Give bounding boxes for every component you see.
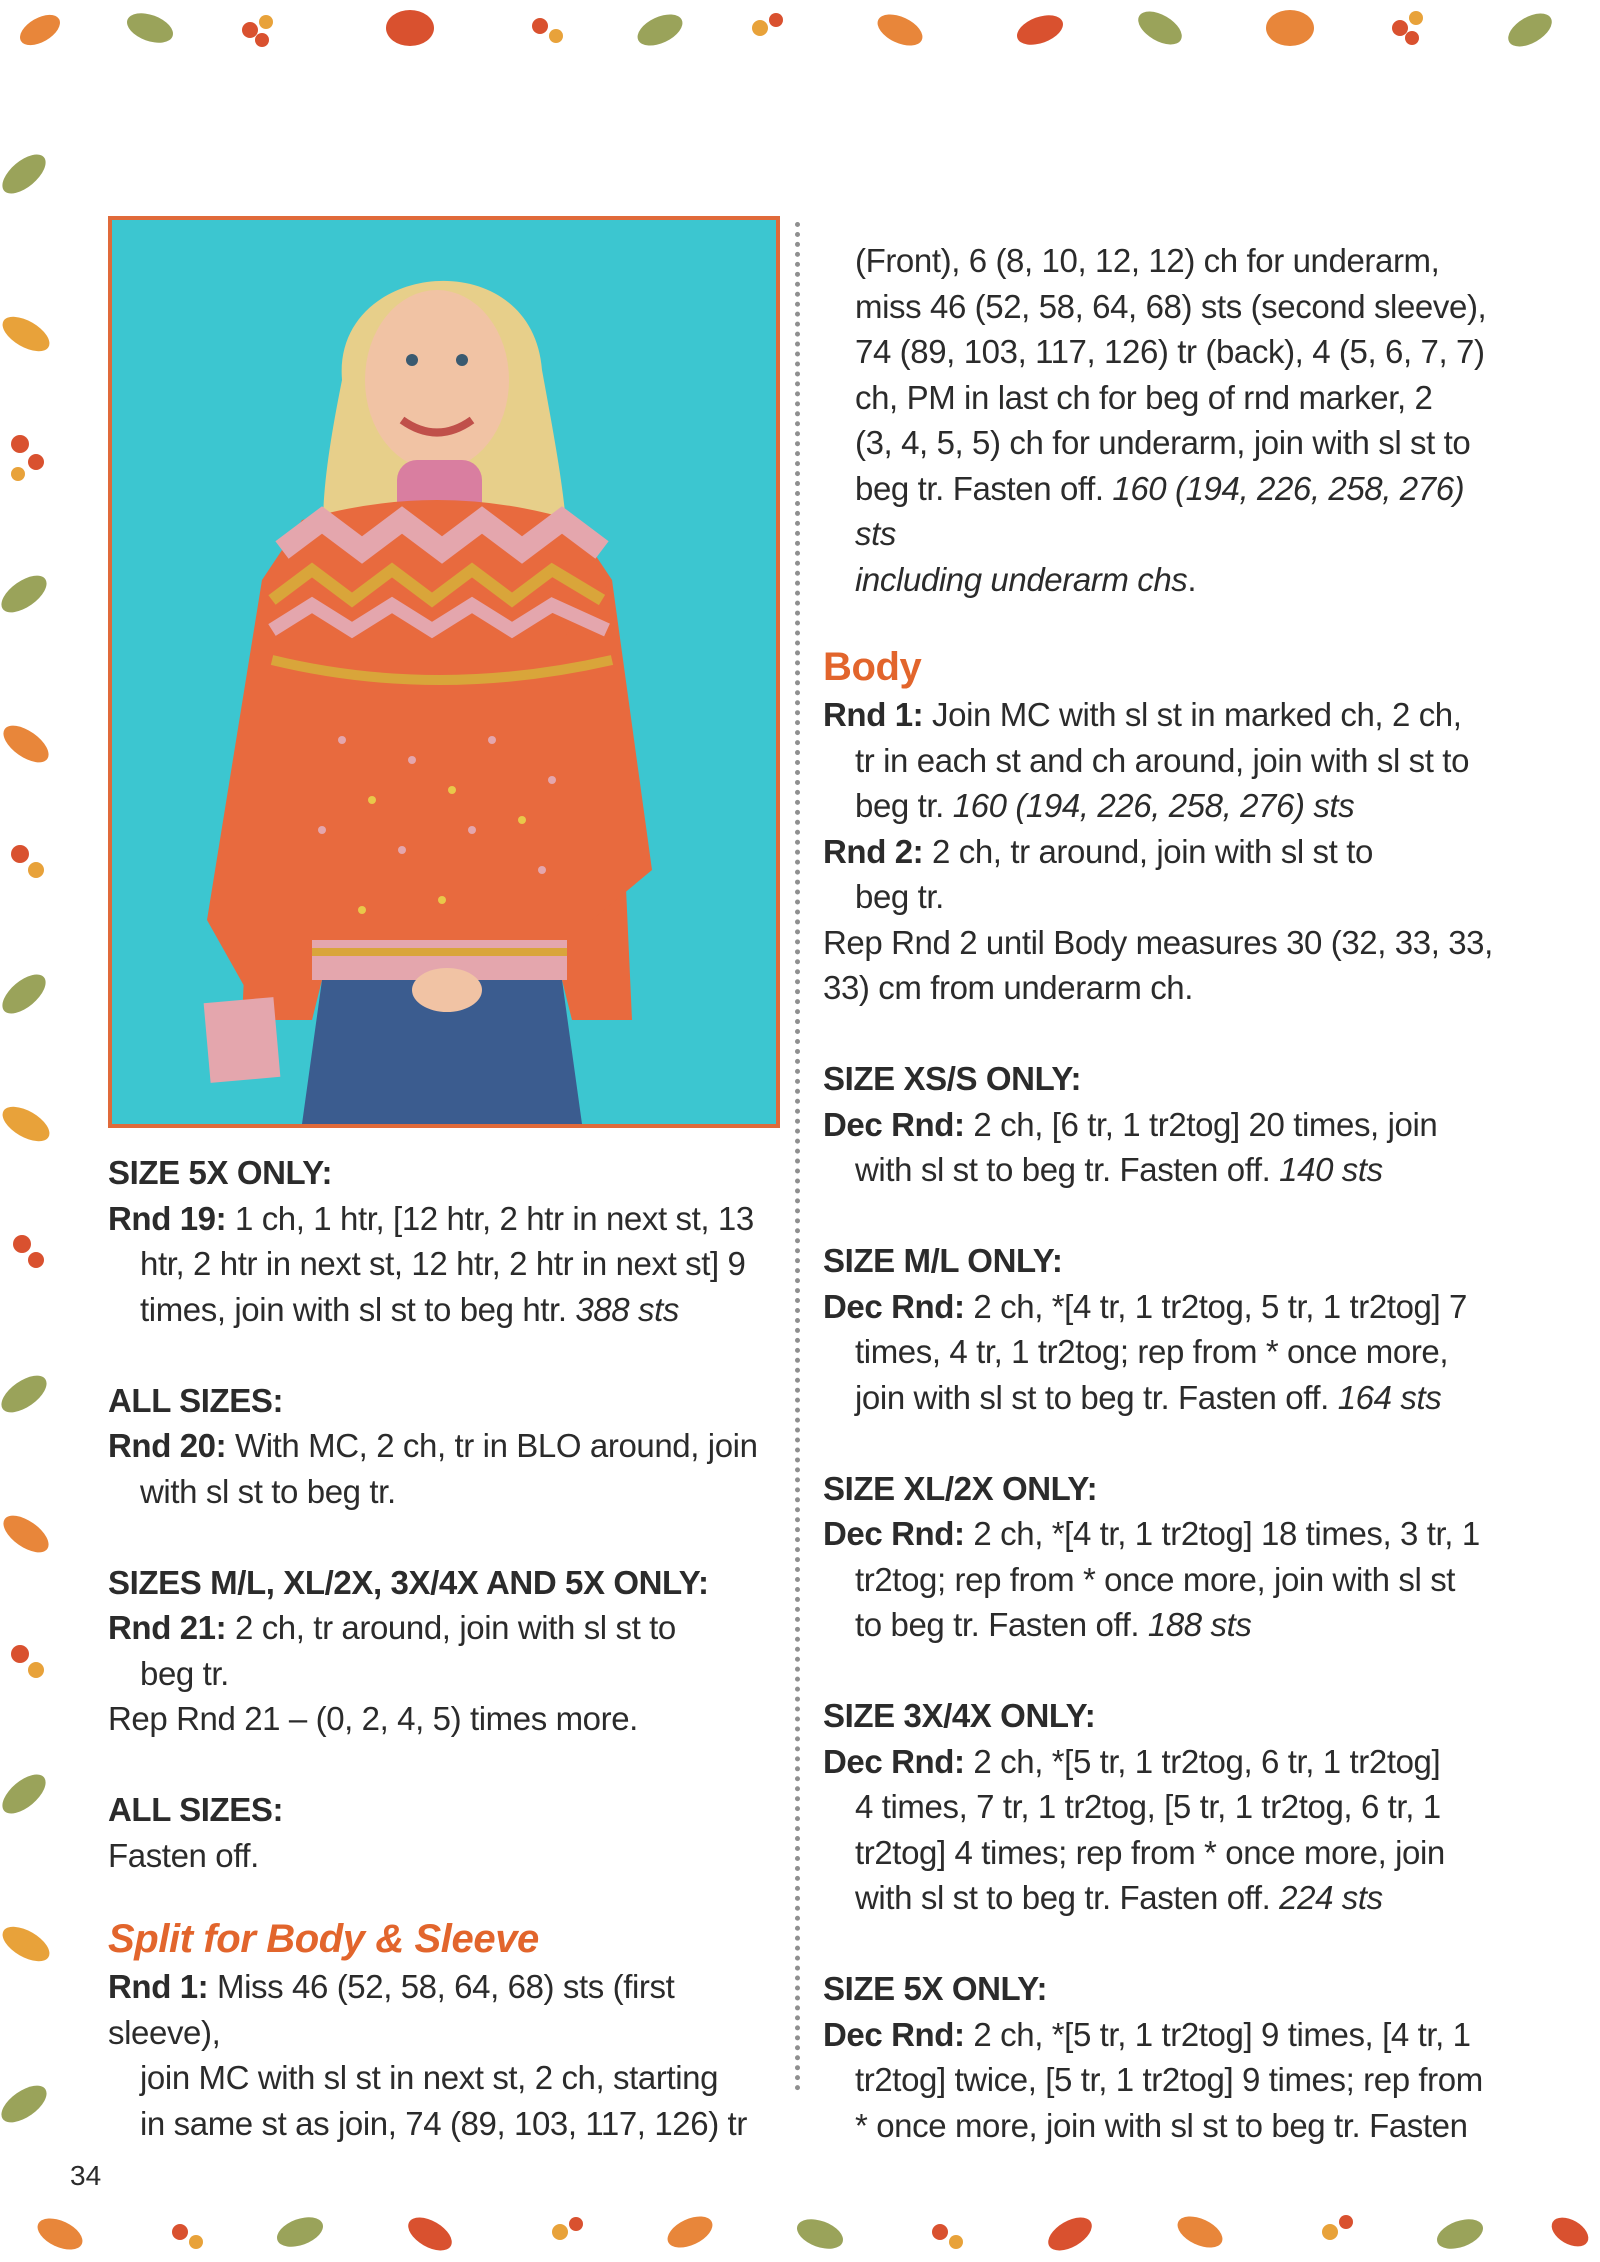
autumn-leaf-border-bottom: [0, 2198, 1600, 2262]
ml-dec-text3: join with sl st to beg tr. Fasten off.: [855, 1378, 1338, 1416]
x3-dec-line1: [823, 1739, 1513, 1785]
ml-dec-text: 2 ch, *[4 tr, 1 tr2tog, 5 tr, 1 tr2tog] 7: [964, 1287, 1467, 1325]
split-cont-line2: miss 46 (52, 58, 64, 68) sts (second sleeve),: [855, 287, 1487, 325]
sizes-multi-heading: SIZES M/L, XL/2X, 3X/4X AND 5X ONLY:: [108, 1563, 709, 1601]
size-xl-heading: SIZE XL/2X ONLY:: [823, 1469, 1098, 1507]
rep-rnd-21: Rep Rnd 21 – (0, 2, 4, 5) times more.: [108, 1700, 638, 1737]
ml-dec-line1: [823, 1284, 1513, 1330]
xs-dec-label: Dec Rnd:: [823, 1105, 965, 1143]
body-rep-line2: 33) cm from underarm ch.: [823, 969, 1194, 1006]
x5-dec-text: 2 ch, *[5 tr, 1 tr2tog] 9 times, [4 tr, 1: [964, 2015, 1471, 2053]
sweater-model-illustration: [112, 220, 776, 1124]
xs-dec-count: 140 sts: [1279, 1151, 1383, 1188]
ml-dec-line2: times, 4 tr, 1 tr2tog; rep from * once more,: [855, 1333, 1449, 1370]
rnd-21-line2: beg tr.: [140, 1654, 229, 1692]
xs-dec-line2: [823, 1147, 1513, 1193]
column-divider: [795, 222, 800, 2092]
model-photo: [108, 216, 780, 1128]
rnd-19-line1: [108, 1196, 780, 1242]
split-cont-line1: (Front), 6 (8, 10, 12, 12) ch for underarm,: [855, 242, 1440, 279]
x3-dec-line4: [823, 1875, 1513, 1921]
rnd-19-line3: [108, 1287, 780, 1333]
split-cont-text6: beg tr. Fasten off.: [855, 469, 1113, 507]
rnd-20-text: With MC, 2 ch, tr in BLO around, join: [226, 1427, 758, 1464]
leaf-icon: [0, 147, 55, 2129]
body-rnd-1-line1: [823, 692, 1513, 738]
left-column: [108, 1150, 780, 2146]
rnd-21-text: 2 ch, tr around, join with sl st to: [226, 1609, 676, 1646]
right-column: [823, 238, 1513, 2148]
x3-dec-text: 2 ch, *[5 tr, 1 tr2tog, 6 tr, 1 tr2tog]: [964, 1742, 1441, 1780]
xl-dec-text: 2 ch, *[4 tr, 1 tr2tog] 18 times, 3 tr, 1: [964, 1515, 1480, 1552]
x3-dec-line3: tr2tog] 4 times; rep from * once more, join: [855, 1833, 1445, 1871]
x3-dec-count: 224 sts: [1279, 1879, 1383, 1916]
x5-dec-line1: [823, 2012, 1513, 2058]
xs-dec-line1: [823, 1102, 1513, 1148]
leaf-icon: [15, 5, 1557, 54]
body-rnd-2-text: 2 ch, tr around, join with sl st to: [923, 832, 1373, 870]
xl-dec-count: 188 sts: [1147, 1606, 1252, 1643]
body-rnd-1-line3: [823, 783, 1513, 829]
all-sizes-heading-1: ALL SIZES:: [108, 1381, 284, 1419]
split-rnd-1-line2: join MC with sl st in next st, 2 ch, starting: [140, 2059, 719, 2096]
size-5x-heading: SIZE 5X ONLY:: [108, 1154, 333, 1191]
x3-dec-label: Dec Rnd:: [823, 1742, 965, 1780]
ml-dec-line3: [823, 1375, 1513, 1421]
body-rnd-1-text3: beg tr.: [855, 787, 953, 824]
rnd-20-label: Rnd 20:: [108, 1427, 227, 1464]
size-xs-heading: SIZE XS/S ONLY:: [823, 1060, 1082, 1097]
x5-dec-line2: tr2tog] twice, [5 tr, 1 tr2tog] 9 times; rep from: [855, 2061, 1483, 2098]
ml-dec-count: 164 sts: [1337, 1378, 1442, 1416]
split-rnd-1-line1: [108, 1964, 780, 2055]
body-rep-line1: Rep Rnd 2 until Body measures 30 (32, 33, 33,: [823, 923, 1493, 961]
split-cont-line5: (3, 4, 5, 5) ch for underarm, join with sl st to: [855, 424, 1471, 461]
rnd-19-text3: times, join with sl st to beg htr.: [140, 1290, 576, 1328]
xl-dec-line3: [823, 1602, 1513, 1648]
split-cont-line4: ch, PM in last ch for beg of rnd marker, 2: [855, 378, 1433, 416]
body-rnd-1-line2: tr in each st and ch around, join with sl st to: [855, 741, 1470, 779]
xs-dec-text: 2 ch, [6 tr, 1 tr2tog] 20 times, join: [964, 1105, 1438, 1143]
split-rnd-1-line3: in same st as join, 74 (89, 103, 117, 126) tr: [140, 2104, 747, 2142]
split-cont-count: 160 (194, 226, 258, 276) sts: [855, 469, 1465, 552]
autumn-leaf-border-left: [0, 64, 64, 2198]
xl-dec-line2: tr2tog; rep from * once more, join with sl st: [855, 1560, 1456, 1598]
rnd-19-label: Rnd 19:: [108, 1199, 227, 1237]
xl-dec-text3: to beg tr. Fasten off.: [855, 1606, 1148, 1643]
x5-dec-line3: * once more, join with sl st to beg tr. Fasten: [855, 2106, 1468, 2144]
split-cont-line7: [823, 557, 1513, 603]
body-rnd-2-line2: beg tr.: [855, 878, 944, 915]
size-ml-heading: SIZE M/L ONLY:: [823, 1242, 1063, 1279]
body-section-title: Body: [823, 645, 922, 689]
body-rnd-2-line1: [823, 829, 1513, 875]
x5-dec-label: Dec Rnd:: [823, 2015, 965, 2053]
body-rnd-1-count: 160 (194, 226, 258, 276) sts: [952, 787, 1355, 824]
rnd-19-text: 1 ch, 1 htr, [12 htr, 2 htr in next st, 13: [226, 1199, 754, 1237]
page-number: 34: [70, 2160, 102, 2191]
all-sizes-heading-2: ALL SIZES:: [108, 1791, 284, 1828]
xl-dec-line1: [823, 1511, 1513, 1557]
split-rnd-1-text: Miss 46 (52, 58, 64, 68) sts (first sleeve),: [108, 1968, 675, 2051]
rnd-20-line2: with sl st to beg tr.: [140, 1472, 396, 1510]
autumn-leaf-border-top: [0, 0, 1600, 64]
split-section-title: Split for Body & Sleeve: [108, 1917, 539, 1961]
x3-dec-line2: 4 times, 7 tr, 1 tr2tog, [5 tr, 1 tr2tog, 6 tr, 1: [855, 1788, 1441, 1825]
rnd-19-count: 388 sts: [575, 1290, 679, 1328]
rnd-20-line1: [108, 1423, 780, 1469]
ml-dec-label: Dec Rnd:: [823, 1287, 965, 1325]
split-cont-period: .: [1187, 560, 1197, 598]
body-rnd-1-text: Join MC with sl st in marked ch, 2 ch,: [923, 696, 1462, 733]
fasten-off-text: Fasten off.: [108, 1836, 259, 1874]
split-cont-count2: including underarm chs: [855, 560, 1188, 598]
xl-dec-label: Dec Rnd:: [823, 1515, 965, 1552]
rnd-21-label: Rnd 21:: [108, 1609, 227, 1646]
split-cont-line6: [823, 466, 1513, 557]
body-rnd-2-label: Rnd 2:: [823, 832, 924, 870]
leaf-icon: [33, 2210, 1594, 2257]
size-5x-heading-right: SIZE 5X ONLY:: [823, 1970, 1048, 2007]
rnd-19-line2: htr, 2 htr in next st, 12 htr, 2 htr in next st] 9: [140, 1245, 746, 1282]
xs-dec-text2: with sl st to beg tr. Fasten off.: [855, 1151, 1280, 1188]
split-rnd-1-label: Rnd 1:: [108, 1968, 209, 2005]
size-3x-heading: SIZE 3X/4X ONLY:: [823, 1697, 1096, 1734]
split-cont-line3: 74 (89, 103, 117, 126) tr (back), 4 (5, 6, 7, 7): [855, 333, 1485, 370]
rnd-21-line1: [108, 1605, 780, 1651]
x3-dec-text4: with sl st to beg tr. Fasten off.: [855, 1879, 1280, 1916]
body-rnd-1-label: Rnd 1:: [823, 696, 924, 733]
